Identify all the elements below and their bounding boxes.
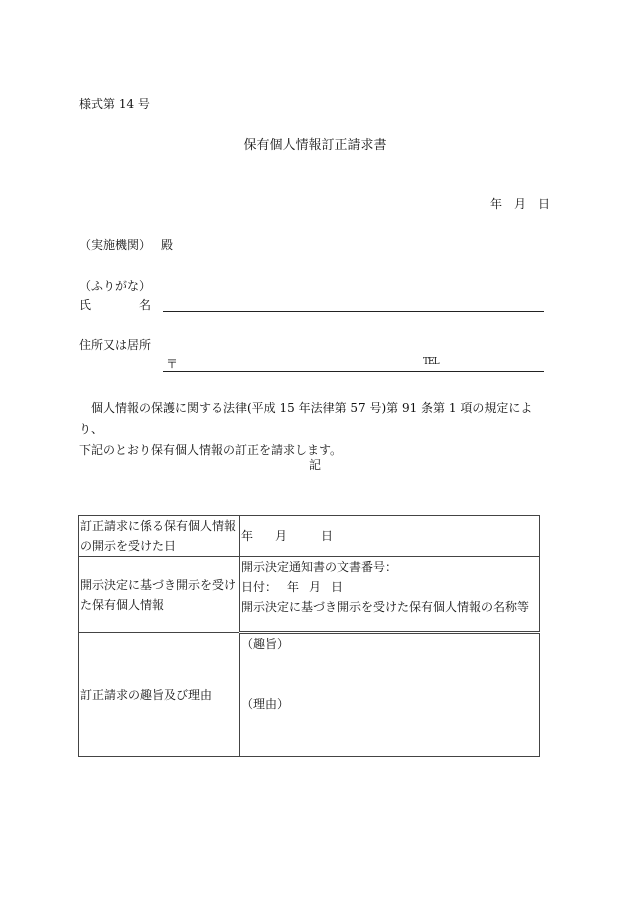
name-field-line[interactable]: [163, 311, 544, 312]
name-label: [79, 299, 151, 311]
notice-year: 年: [287, 580, 300, 594]
name-char-2: 名: [138, 298, 151, 312]
purpose-label: （趣旨）: [241, 637, 290, 651]
notice-month: 月: [309, 580, 322, 594]
date-year: 年: [489, 197, 502, 211]
table-row: [79, 516, 540, 557]
request-statement: [79, 398, 551, 461]
addressee: [79, 239, 173, 251]
tel-mark: TEL: [423, 357, 439, 367]
purpose-space: [241, 654, 538, 694]
notice-date-label: 日付：: [241, 580, 278, 594]
furigana-label: （ふりがな）: [79, 279, 152, 293]
ki-heading: 記: [308, 458, 321, 472]
notice-day: 日: [331, 580, 344, 594]
table-row: [79, 633, 540, 757]
purpose-reason-label: 訂正請求の趣旨及び理由: [79, 633, 240, 757]
name-char-1: 氏: [79, 298, 92, 312]
honorific: 殿: [161, 238, 174, 252]
address-field-line[interactable]: [163, 371, 544, 372]
date-day: 日: [537, 197, 550, 211]
agency-label: （実施機関）: [79, 238, 152, 252]
disclosure-month: 月: [275, 529, 288, 543]
disclosed-info-field[interactable]: [240, 557, 540, 633]
statement-line-1: 個人情報の保護に関する法律(平成 15 年法律第 57 号)第 91 条第 1 項の規定により、: [79, 401, 533, 436]
disclosure-year: 年: [241, 529, 254, 543]
disclosure-date-field[interactable]: [240, 516, 540, 557]
address-label: 住所又は居所: [79, 338, 152, 352]
form-number: 様式第 14 号: [79, 97, 150, 111]
disclosed-info-label: 開示決定に基づき開示を受けた保有個人情報: [79, 557, 240, 633]
date-month: 月: [513, 197, 526, 211]
disclosure-day: 日: [321, 529, 334, 543]
reason-label: （理由）: [241, 697, 290, 711]
request-date: [490, 198, 550, 210]
document-title: 保有個人情報訂正請求書: [243, 138, 387, 153]
purpose-reason-field[interactable]: [240, 633, 540, 757]
postal-mark: 〒: [166, 357, 179, 371]
disclosure-date-label: 訂正請求に係る保有個人情報の開示を受けた日: [79, 516, 240, 557]
info-name-label: 開示決定に基づき開示を受けた保有個人情報の名称等: [241, 600, 530, 614]
request-details-table: [78, 515, 540, 757]
notice-date: [241, 577, 538, 597]
statement-line-2: 下記のとおり保有個人情報の訂正を請求します。: [79, 443, 343, 457]
table-row: [79, 557, 540, 633]
doc-number-label: 開示決定通知書の文書番号：: [241, 560, 398, 574]
